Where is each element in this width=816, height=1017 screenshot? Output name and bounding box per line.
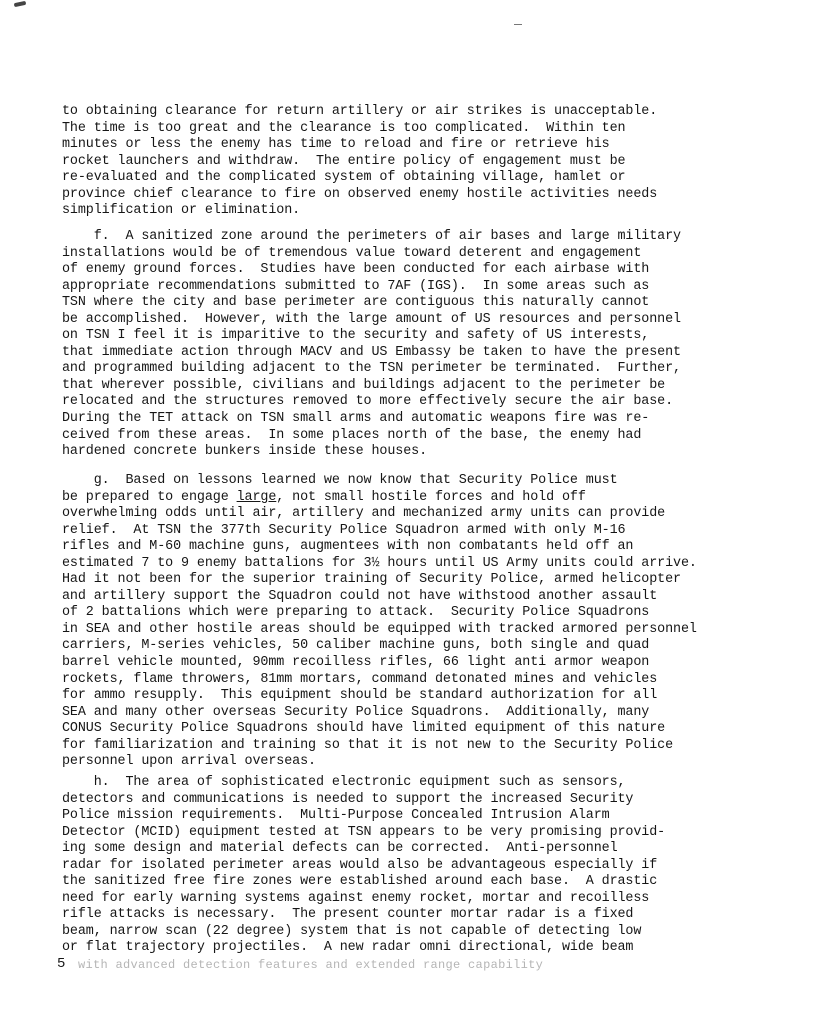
text-line-with-underline: [62, 490, 722, 507]
text-line: Detector (MCID) equipment tested at TSN appears to be very promising provid-: [62, 824, 666, 840]
text-line: relief. At TSN the 377th Security Police Squadron armed with only M-16: [62, 522, 626, 538]
text-line: and programmed building adjacent to the TSN perimeter be terminated. Further,: [62, 361, 681, 377]
text-line: rifles and M-60 machine guns, augmentees with non combatants held off an: [62, 539, 634, 555]
text-line: on TSN I feel it is imparitive to the security and safety of US interests,: [62, 328, 650, 344]
text-line: minutes or less the enemy has time to reload and fire or retrieve his: [62, 137, 610, 153]
faint-bleed-through-text: with advanced detection features and extended range capability: [78, 958, 544, 972]
text-line: ceived from these areas. In some places north of the base, the enemy had: [62, 427, 642, 443]
text-line: barrel vehicle mounted, 90mm recoilless rifles, 66 light anti armor weapon: [62, 655, 650, 671]
text-line: of 2 battalions which were preparing to attack. Security Police Squadrons: [62, 605, 650, 621]
text-line: in SEA and other hostile areas should be equipped with tracked armored personnel: [62, 621, 697, 637]
paragraph-h: [62, 775, 722, 957]
text-line: g. Based on lessons learned we now know that Security Police must: [62, 473, 618, 488]
text-line: rifle attacks is necessary. The present counter mortar radar is a fixed: [62, 907, 634, 923]
text-line: radar for isolated perimeter areas would also be advantageous especially if: [62, 857, 658, 873]
text-line: for familiarization and training so that it is not new to the Security Police: [62, 737, 674, 753]
text-segment: , not small hostile forces and hold off: [276, 489, 586, 505]
text-line: rocket launchers and withdraw. The entire policy of engagement must be: [62, 153, 626, 169]
text-line: estimated 7 to 9 enemy battalions for 3½ hours until US Army units could arrive.: [62, 555, 697, 571]
text-line: Had it not been for the superior training of Security Police, armed helicopter: [62, 572, 681, 588]
text-line: that immediate action through MACV and US Embassy be taken to have the present: [62, 344, 681, 360]
text-line: simplification or elimination.: [62, 203, 301, 219]
text-line: the sanitized free fire zones were established around each base. A drastic: [62, 874, 658, 890]
text-line: re-evaluated and the complicated system of obtaining village, hamlet or: [62, 170, 626, 186]
text-line: province chief clearance to fire on observed enemy hostile activities needs: [62, 186, 658, 202]
text-line: be accomplished. However, with the large amount of US resources and personnel: [62, 311, 681, 327]
paragraph-f: [62, 229, 722, 461]
paragraph-e-continued: [62, 104, 722, 220]
text-line: overwhelming odds until air, artillery and mechanized army units can provide: [62, 506, 666, 522]
text-line: appropriate recommendations submitted to 7AF (IGS). In some areas such as: [62, 278, 650, 294]
text-line: rockets, flame throwers, 81mm mortars, command detonated mines and vehicles: [62, 671, 658, 687]
page-number: 5: [57, 956, 66, 972]
text-line: During the TET attack on TSN small arms and automatic weapons fire was re-: [62, 411, 650, 427]
text-line: for ammo resupply. This equipment should be standard authorization for all: [62, 688, 658, 704]
text-line: ing some design and material defects can be corrected. Anti-personnel: [62, 841, 618, 857]
text-line: SEA and many other overseas Security Police Squadrons. Additionally, many: [62, 704, 650, 720]
text-line: carriers, M-series vehicles, 50 caliber machine guns, both single and quad: [62, 638, 650, 654]
text-line: of enemy ground forces. Studies have been conducted for each airbase with: [62, 262, 650, 278]
underlined-word: large: [236, 489, 277, 505]
text-segment: be prepared to engage: [62, 489, 237, 505]
text-line: h. The area of sophisticated electronic equipment such as sensors,: [62, 775, 626, 790]
text-line: detectors and communications is needed to support the increased Security: [62, 791, 634, 807]
text-line: or flat trajectory projectiles. A new radar omni directional, wide beam: [62, 940, 634, 956]
text-line: TSN where the city and base perimeter are contiguous this naturally cannot: [62, 295, 650, 311]
text-line: f. A sanitized zone around the perimeters of air bases and large military: [62, 229, 681, 244]
text-line: beam, narrow scan (22 degree) system that is not capable of detecting low: [62, 923, 642, 939]
text-line: Police mission requirements. Multi-Purpose Concealed Intrusion Alarm: [62, 808, 610, 824]
text-line: that wherever possible, civilians and buildings adjacent to the perimeter be: [62, 377, 666, 393]
text-line: and artillery support the Squadron could not have withstood another assault: [62, 588, 658, 604]
text-line: installations would be of tremendous value toward deterent and engagement: [62, 245, 642, 261]
text-line: to obtaining clearance for return artillery or air strikes is unacceptable.: [62, 104, 658, 119]
corner-mark: [14, 1, 27, 7]
text-line: The time is too great and the clearance is too complicated. Within ten: [62, 120, 626, 136]
paragraph-g: [62, 473, 722, 771]
text-line: hardened concrete bunkers inside these houses.: [62, 444, 428, 460]
top-dash-mark: [514, 24, 522, 25]
text-line: personnel upon arrival overseas.: [62, 754, 316, 770]
text-line: need for early warning systems against enemy rocket, mortar and recoilless: [62, 890, 650, 906]
text-line: CONUS Security Police Squadrons should have limited equipment of this nature: [62, 721, 666, 737]
text-line: relocated and the structures removed to more effectively secure the air base.: [62, 394, 674, 410]
